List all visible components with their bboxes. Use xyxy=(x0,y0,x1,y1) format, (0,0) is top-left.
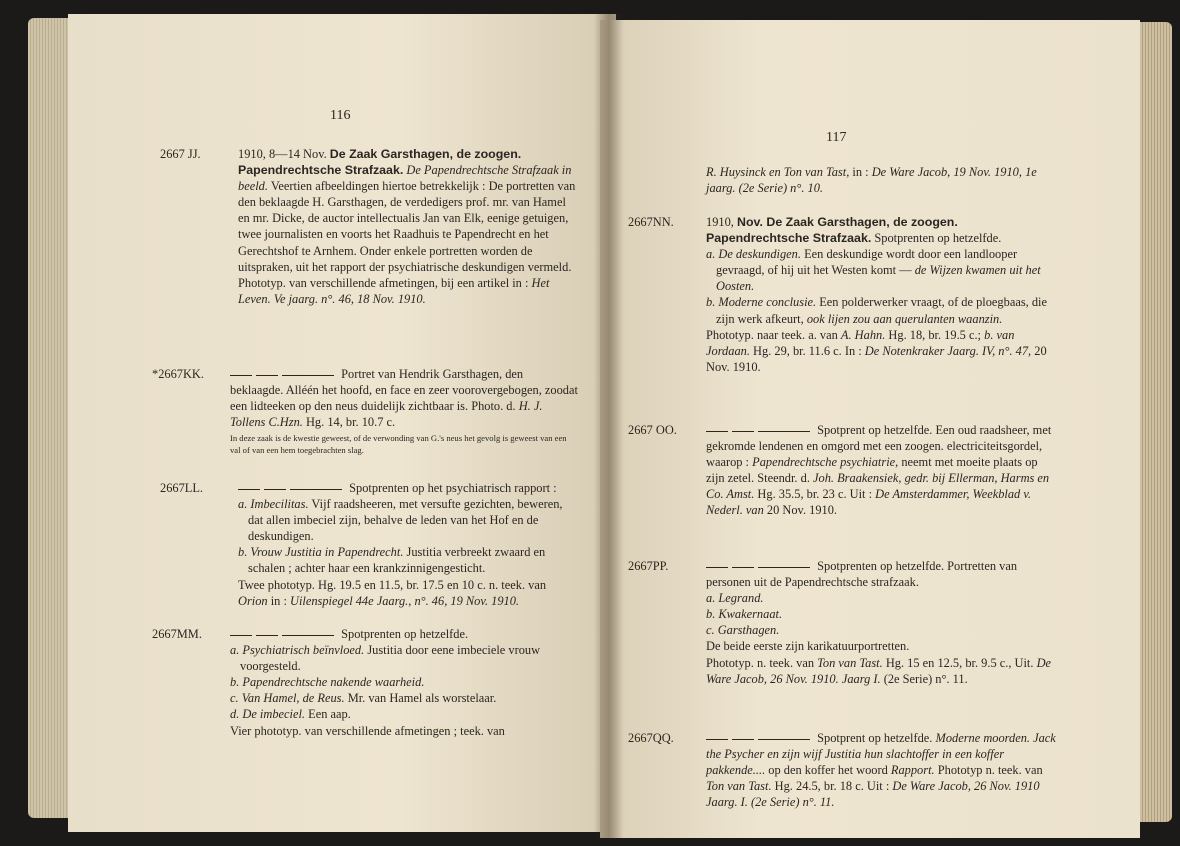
entry-2667ll xyxy=(160,480,578,609)
entry-source: De Notenkraker Jaarg. IV, n°. 47, xyxy=(864,343,1032,358)
entry-source-date: 19 Nov. 1910. xyxy=(450,593,520,608)
entry-word: Rapport. xyxy=(890,763,935,778)
ditto-rule xyxy=(290,489,342,490)
entry-dims: Hg. 24.5, br. 18 c. Uit : xyxy=(774,779,890,794)
page-edges-right xyxy=(1140,22,1172,822)
item-a-title: a. Psychiatrisch beïnvloed. xyxy=(230,643,365,658)
entry-body: Veertien afbeeldingen hiertoe betrekkelijk : De portretten van den beklaagde H. Garsthagen, de verdedigers prof. mr. van Hamel en mr. Dicke, de auctor intellectualis Jan van Elk, eenige getuigen, twee journalisten en voorts het Raadhuis te Papendrecht en het Gerechtshof te Arnhem. Onder enkele portretten worden de uitspraken, uit het rapport der psychiatrische deskundigen vermeld. Phototyp. van verschillende afmetingen, bij een artikel in : xyxy=(238,179,576,290)
ditto-rule xyxy=(706,739,728,740)
entry-body-3: Phototyp n. teek. van xyxy=(937,763,1043,778)
page-number: 117 xyxy=(826,130,847,145)
entry-printer: gedr. bij Ellerman, Harms en Co. Amst. xyxy=(706,471,1050,502)
item-d-text: Een aap. xyxy=(308,707,351,722)
item-b-quote: ook lijen zou aan querulanten waanzin. xyxy=(806,311,1003,326)
ditto-rule xyxy=(758,567,810,568)
ditto-rule xyxy=(732,431,754,432)
entry-tail: Phototyp. naar teek. a. van xyxy=(706,327,838,342)
right-page xyxy=(600,20,1140,838)
item-c: c. Garsthagen. xyxy=(706,623,780,638)
item-a-title: a. Imbecilitas. xyxy=(238,497,309,512)
item-a: a. Legrand. xyxy=(706,591,764,606)
item-b: b. Kwakernaat. xyxy=(706,607,783,622)
entry-number: 2667LL. xyxy=(160,481,204,495)
entry-body-2: op den koffer het woord xyxy=(768,763,888,778)
entry-dims-a: Hg. 18, br. 19.5 c.; xyxy=(888,327,982,342)
entry-tail-2: Phototyp. n. teek. van xyxy=(706,655,815,670)
entry-dims-b: Hg. 29, br. 11.6 c. In : xyxy=(753,343,862,358)
item-b-title: b. Papendrechtsche nakende waarheid. xyxy=(230,675,425,690)
entry-source: Het Leven. Ve jaarg. n°. 46, xyxy=(238,275,550,306)
entry-2667qq xyxy=(628,730,1058,810)
entry-number: 2667 JJ. xyxy=(160,147,201,161)
entry-number: *2667KK. xyxy=(152,367,204,381)
entry-source: De Ware Jacob, 26 Nov. 1910 Jaarg. I. (2e Serie) n°. 11. xyxy=(706,779,1040,810)
entry-body: Spotprent op hetzelfde. xyxy=(817,731,933,745)
item-c-title: c. Van Hamel, de Reus. xyxy=(230,691,345,706)
ditto-rule xyxy=(706,431,728,432)
entry-source-date: 18 Nov. 1910. xyxy=(357,291,426,306)
entry-2667oo xyxy=(628,422,1058,519)
entry-number: 2667PP. xyxy=(628,559,669,573)
entry-heading: De Zaak Garsthagen, de zoogen. Papendrechtsche Strafzaak. xyxy=(238,147,522,178)
entry-artist-a: A. Hahn. xyxy=(840,327,886,342)
entry-in: in : xyxy=(852,165,869,179)
entry-source: Uilenspiegel 44e Jaarg., n°. 46, xyxy=(290,593,448,608)
entry-body: Spotprenten op het psychiatrisch rapport : xyxy=(349,481,557,495)
entry-artist-b: b. van Jordaan. xyxy=(706,327,1015,358)
entry-body: Spotprenten op hetzelfde. xyxy=(874,231,1002,246)
ditto-rule xyxy=(758,431,810,432)
ditto-rule xyxy=(230,635,252,636)
open-book xyxy=(28,14,1178,838)
ditto-rule xyxy=(758,739,810,740)
entry-source-date: 20 Nov. 1910. xyxy=(706,343,1047,374)
entry-number: 2667MM. xyxy=(152,627,202,641)
entry-2667pp xyxy=(628,558,1058,687)
entry-number: 2667NN. xyxy=(628,215,674,229)
entry-date: 1910, 8—14 Nov. xyxy=(238,147,327,161)
ditto-rule xyxy=(264,489,286,490)
entry-artist: Ton van Tast. xyxy=(706,779,772,794)
entry-2667mm xyxy=(152,626,578,739)
ditto-rule xyxy=(230,375,252,376)
item-a-text: Vijf raadsheeren, met versufte gezichten, beweren, dat allen imbeciel zijn, behalve de leden van het Hof en de deskundigen. xyxy=(248,497,563,544)
entry-body: Spotprenten op hetzelfde. Portretten van personen uit de Papendrechtsche strafzaak. xyxy=(706,559,1018,590)
entry-continuation xyxy=(628,164,1058,196)
entry-2667kk xyxy=(152,366,578,456)
ditto-rule xyxy=(238,489,260,490)
entry-note: In deze zaak is de kwestie geweest, of de verwonding van G.'s neus het gevolg is geweest van een val of van een hem toegebrachten slag. xyxy=(230,433,567,455)
entry-2667jj xyxy=(160,146,578,307)
entry-number: 2667QQ. xyxy=(628,731,674,745)
entry-tail: De beide eerste zijn karikatuurportretten. xyxy=(706,639,910,654)
item-a-text: Justitia door eene imbeciele vrouw voorgesteld. xyxy=(240,643,541,674)
entry-body: Portret van Hendrik Garsthagen, den beklaagde. Alléén het hoofd, en face en zeer voorovergebogen, zoodat een lidteeken op den neus duidelijk zichtbaar is. Photo. d. xyxy=(230,367,578,414)
item-b-title: b. Moderne conclusie. xyxy=(706,295,817,310)
entry-body: Spotprent op hetzelfde. Een oud raadsheer, met gekromde lendenen en omgord met een zoogen. electriciteitsgordel, waarop : xyxy=(706,423,1052,470)
item-d-title: d. De imbeciel. xyxy=(230,707,306,722)
left-page xyxy=(68,14,616,832)
entry-body-2: neemt met moeite plaats op zijn zetel. Steendr. d. xyxy=(706,455,1038,486)
entry-source-date: 20 Nov. 1910. xyxy=(766,503,838,518)
ditto-rule xyxy=(256,375,278,376)
entry-source: De Ware Jacob, 19 Nov. 1910, 1e jaarg. (2e Serie) n°. 10. xyxy=(706,165,1037,196)
entry-artists: R. Huysinck en Ton van Tast, xyxy=(706,165,850,179)
ditto-rule xyxy=(706,567,728,568)
item-b-text: Justitia verbreekt zwaard en schalen ; achter haar een krankzinnigengesticht. xyxy=(248,545,546,576)
entry-dims: Hg. 35.5, br. 23 c. Uit : xyxy=(757,487,873,502)
entry-tail: Twee phototyp. Hg. 19.5 en 11.5, br. 17.5 en 10 c. n. teek. van xyxy=(238,577,547,592)
entry-title: De Papendrechtsche Strafzaak in beeld. xyxy=(238,163,572,194)
entry-source: De Amsterdammer, Weekblad v. Nederl. van xyxy=(706,487,1032,518)
entry-quote: Papendrechtsche psychiatrie, xyxy=(752,455,899,470)
page-number: 116 xyxy=(330,108,351,123)
ditto-rule xyxy=(282,635,334,636)
item-a-text: Een deskundige wordt door een landlooper gevraagd, of hij uit het Westen komt — xyxy=(716,247,1018,278)
entry-dims: Hg. 15 en 12.5, br. 9.5 c., Uit. xyxy=(885,655,1034,670)
entry-date: 1910, xyxy=(706,215,734,229)
entry-number: 2667 OO. xyxy=(628,423,677,437)
item-a-title: a. De deskundigen. xyxy=(706,247,801,262)
item-a-quote: de Wijzen kwamen uit het Oosten. xyxy=(716,263,1041,294)
entry-tail-in: in : xyxy=(270,593,287,608)
entry-heading: Nov. De Zaak Garsthagen, de zoogen. Papendrechtsche Strafzaak. xyxy=(706,215,958,246)
entry-2667nn xyxy=(628,214,1058,375)
page-edges-left xyxy=(28,18,68,818)
entry-photographer: H. J. Tollens C.Hzn. xyxy=(230,399,543,430)
entry-series: (2e Serie) n°. 11. xyxy=(883,671,968,686)
item-b-title: b. Vrouw Justitia in Papendrecht. xyxy=(238,545,404,560)
entry-artist: Ton van Tast. xyxy=(817,655,883,670)
entry-artist: Orion xyxy=(238,593,268,608)
entry-title: Moderne moorden. Jack the Psycher en zijn wijf Justitia hun slachtoffer in een koffer pakkende.... xyxy=(706,731,1056,778)
item-c-text: Mr. van Hamel als worstelaar. xyxy=(347,691,497,706)
ditto-rule xyxy=(256,635,278,636)
entry-artist: Joh. Braakensiek, xyxy=(813,471,902,486)
item-b-text: Een polderwerker vraagt, of de ploegbaas, die zijn werk afkeurt, xyxy=(716,295,1047,326)
ditto-rule xyxy=(732,567,754,568)
entry-source: De Ware Jacob, 26 Nov. 1910. Jaarg I. xyxy=(706,655,1052,686)
entry-body: Spotprenten op hetzelfde. xyxy=(341,627,469,641)
ditto-rule xyxy=(282,375,334,376)
entry-tail: Vier phototyp. van verschillende afmetingen ; teek. van xyxy=(230,723,505,738)
entry-dims: Hg. 14, br. 10.7 c. xyxy=(305,415,396,430)
book-gutter xyxy=(594,14,624,838)
ditto-rule xyxy=(732,739,754,740)
